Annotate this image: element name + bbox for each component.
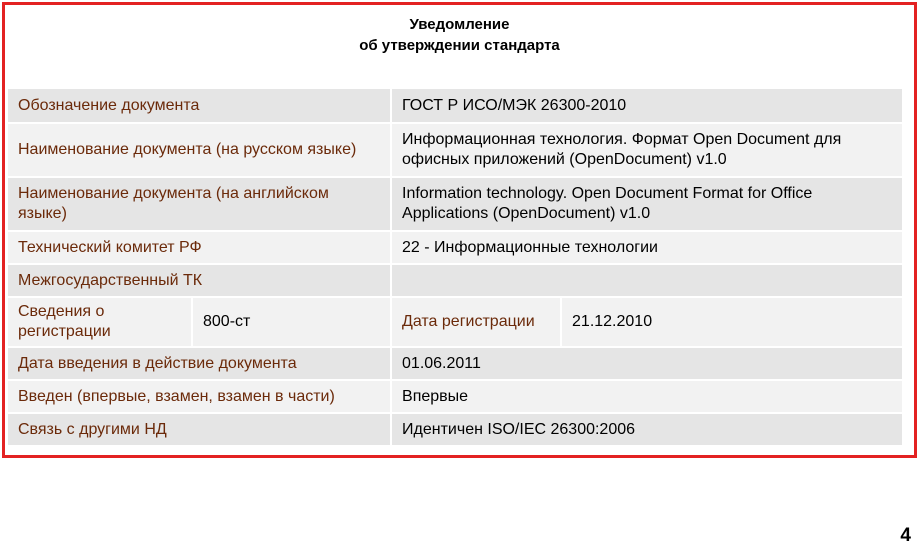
name-ru-label: Наименование документа (на русском языке) — [8, 123, 391, 177]
title-line-2: об утверждении стандарта — [359, 37, 560, 54]
row-name-ru — [8, 123, 903, 177]
name-en-label: Наименование документа (на английском языке) — [8, 177, 391, 231]
designation-value: ГОСТ Р ИСО/МЭК 26300-2010 — [391, 89, 903, 123]
effective-date-label: Дата введения в действие документа — [8, 347, 391, 380]
row-designation — [8, 89, 903, 123]
interstate-tc-value — [391, 264, 903, 297]
row-effective-date — [8, 347, 903, 380]
registration-date-label: Дата регистрации — [391, 297, 561, 347]
row-introduced — [8, 380, 903, 413]
tech-committee-label: Технический комитет РФ — [8, 231, 391, 264]
notice-title — [5, 14, 914, 56]
registration-date: 21.12.2010 — [561, 297, 903, 347]
row-name-en — [8, 177, 903, 231]
introduced-label: Введен (впервые, взамен, взамен в части) — [8, 380, 391, 413]
registration-label: Сведения о регистрации — [8, 297, 192, 347]
interstate-tc-label: Межгосударственный ТК — [8, 264, 391, 297]
name-en-value: Information technology. Open Document Format for Office Applications (OpenDocument) v1.0 — [391, 177, 903, 231]
introduced-value: Впервые — [391, 380, 903, 413]
row-relation — [8, 413, 903, 446]
row-tech-committee — [8, 231, 903, 264]
relation-value: Идентичен ISO/IEC 26300:2006 — [391, 413, 903, 446]
title-line-1: Уведомление — [409, 16, 510, 33]
page-number: 4 — [900, 525, 911, 546]
designation-label: Обозначение документа — [8, 89, 391, 123]
relation-label: Связь с другими НД — [8, 413, 391, 446]
effective-date-value: 01.06.2011 — [391, 347, 903, 380]
row-interstate-tc — [8, 264, 903, 297]
registration-number: 800-ст — [192, 297, 391, 347]
row-registration — [8, 297, 903, 347]
tech-committee-value: 22 - Информационные технологии — [391, 231, 903, 264]
name-ru-value: Информационная технология. Формат Open Document для офисных приложений (OpenDocument) v1.0 — [391, 123, 903, 177]
standard-info-table — [8, 89, 904, 447]
